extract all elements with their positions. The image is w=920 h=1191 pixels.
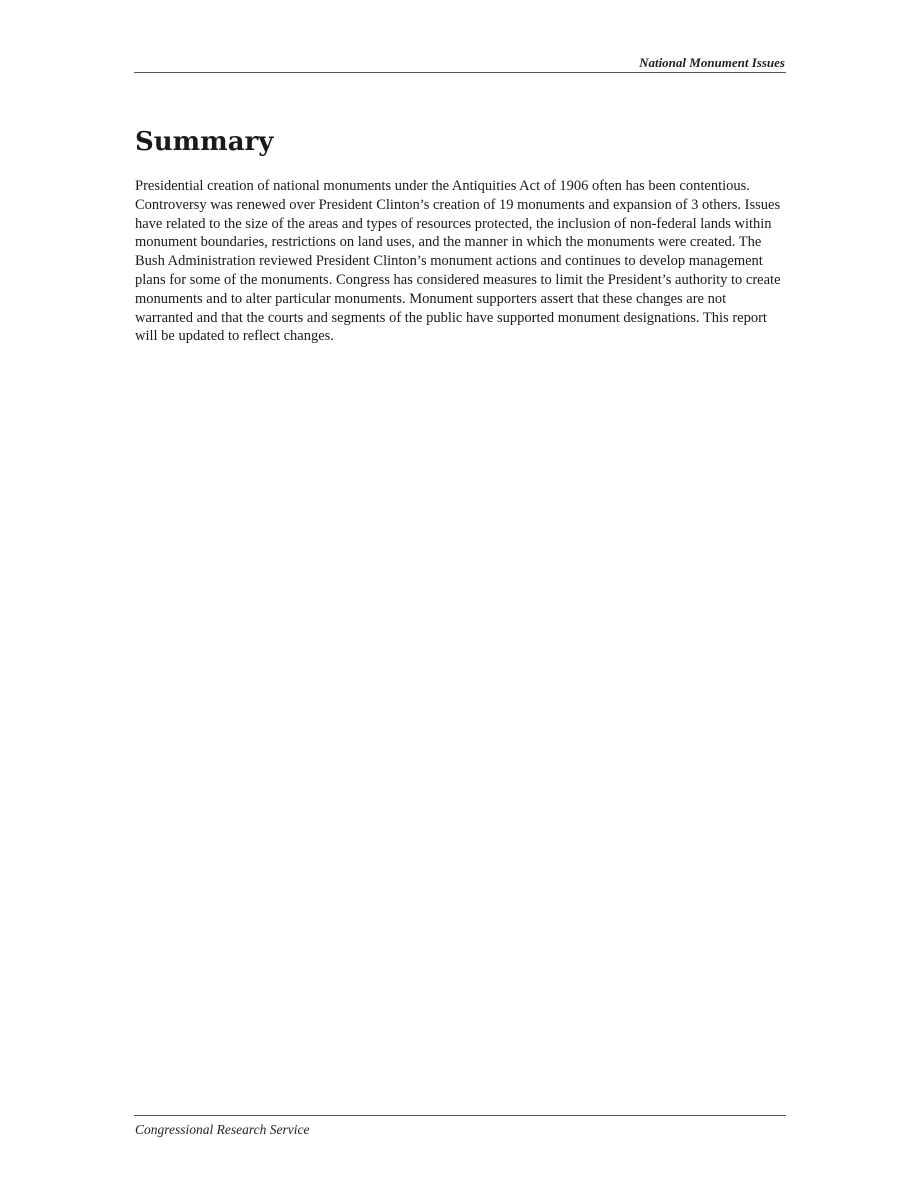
running-header-title: National Monument Issues (639, 55, 785, 70)
running-footer (134, 1115, 786, 1139)
footer-publisher: Congressional Research Service (135, 1122, 310, 1137)
summary-paragraph: Presidential creation of national monuments under the Antiquities Act of 1906 often has been contentious. Controversy was renewed over President Clinton’s creation of 19 monuments and expansion of 3 others. Issues have related to the size of the areas and types of resources protected, the inclusion of non-federal lands within monument boundaries, restrictions on land uses, and the manner in which the monuments were created. The Bush Administration reviewed President Clinton’s monument actions and continues to develop management plans for some of the monuments. Congress has considered measures to limit the President’s authority to create monuments and to alter particular monuments. Monument supporters assert that these changes are not warranted and that the courts and segments of the public have supported monument designations. This report will be updated to reflect changes. (135, 178, 781, 345)
running-header (134, 54, 786, 73)
section-title: Summary (135, 127, 274, 157)
